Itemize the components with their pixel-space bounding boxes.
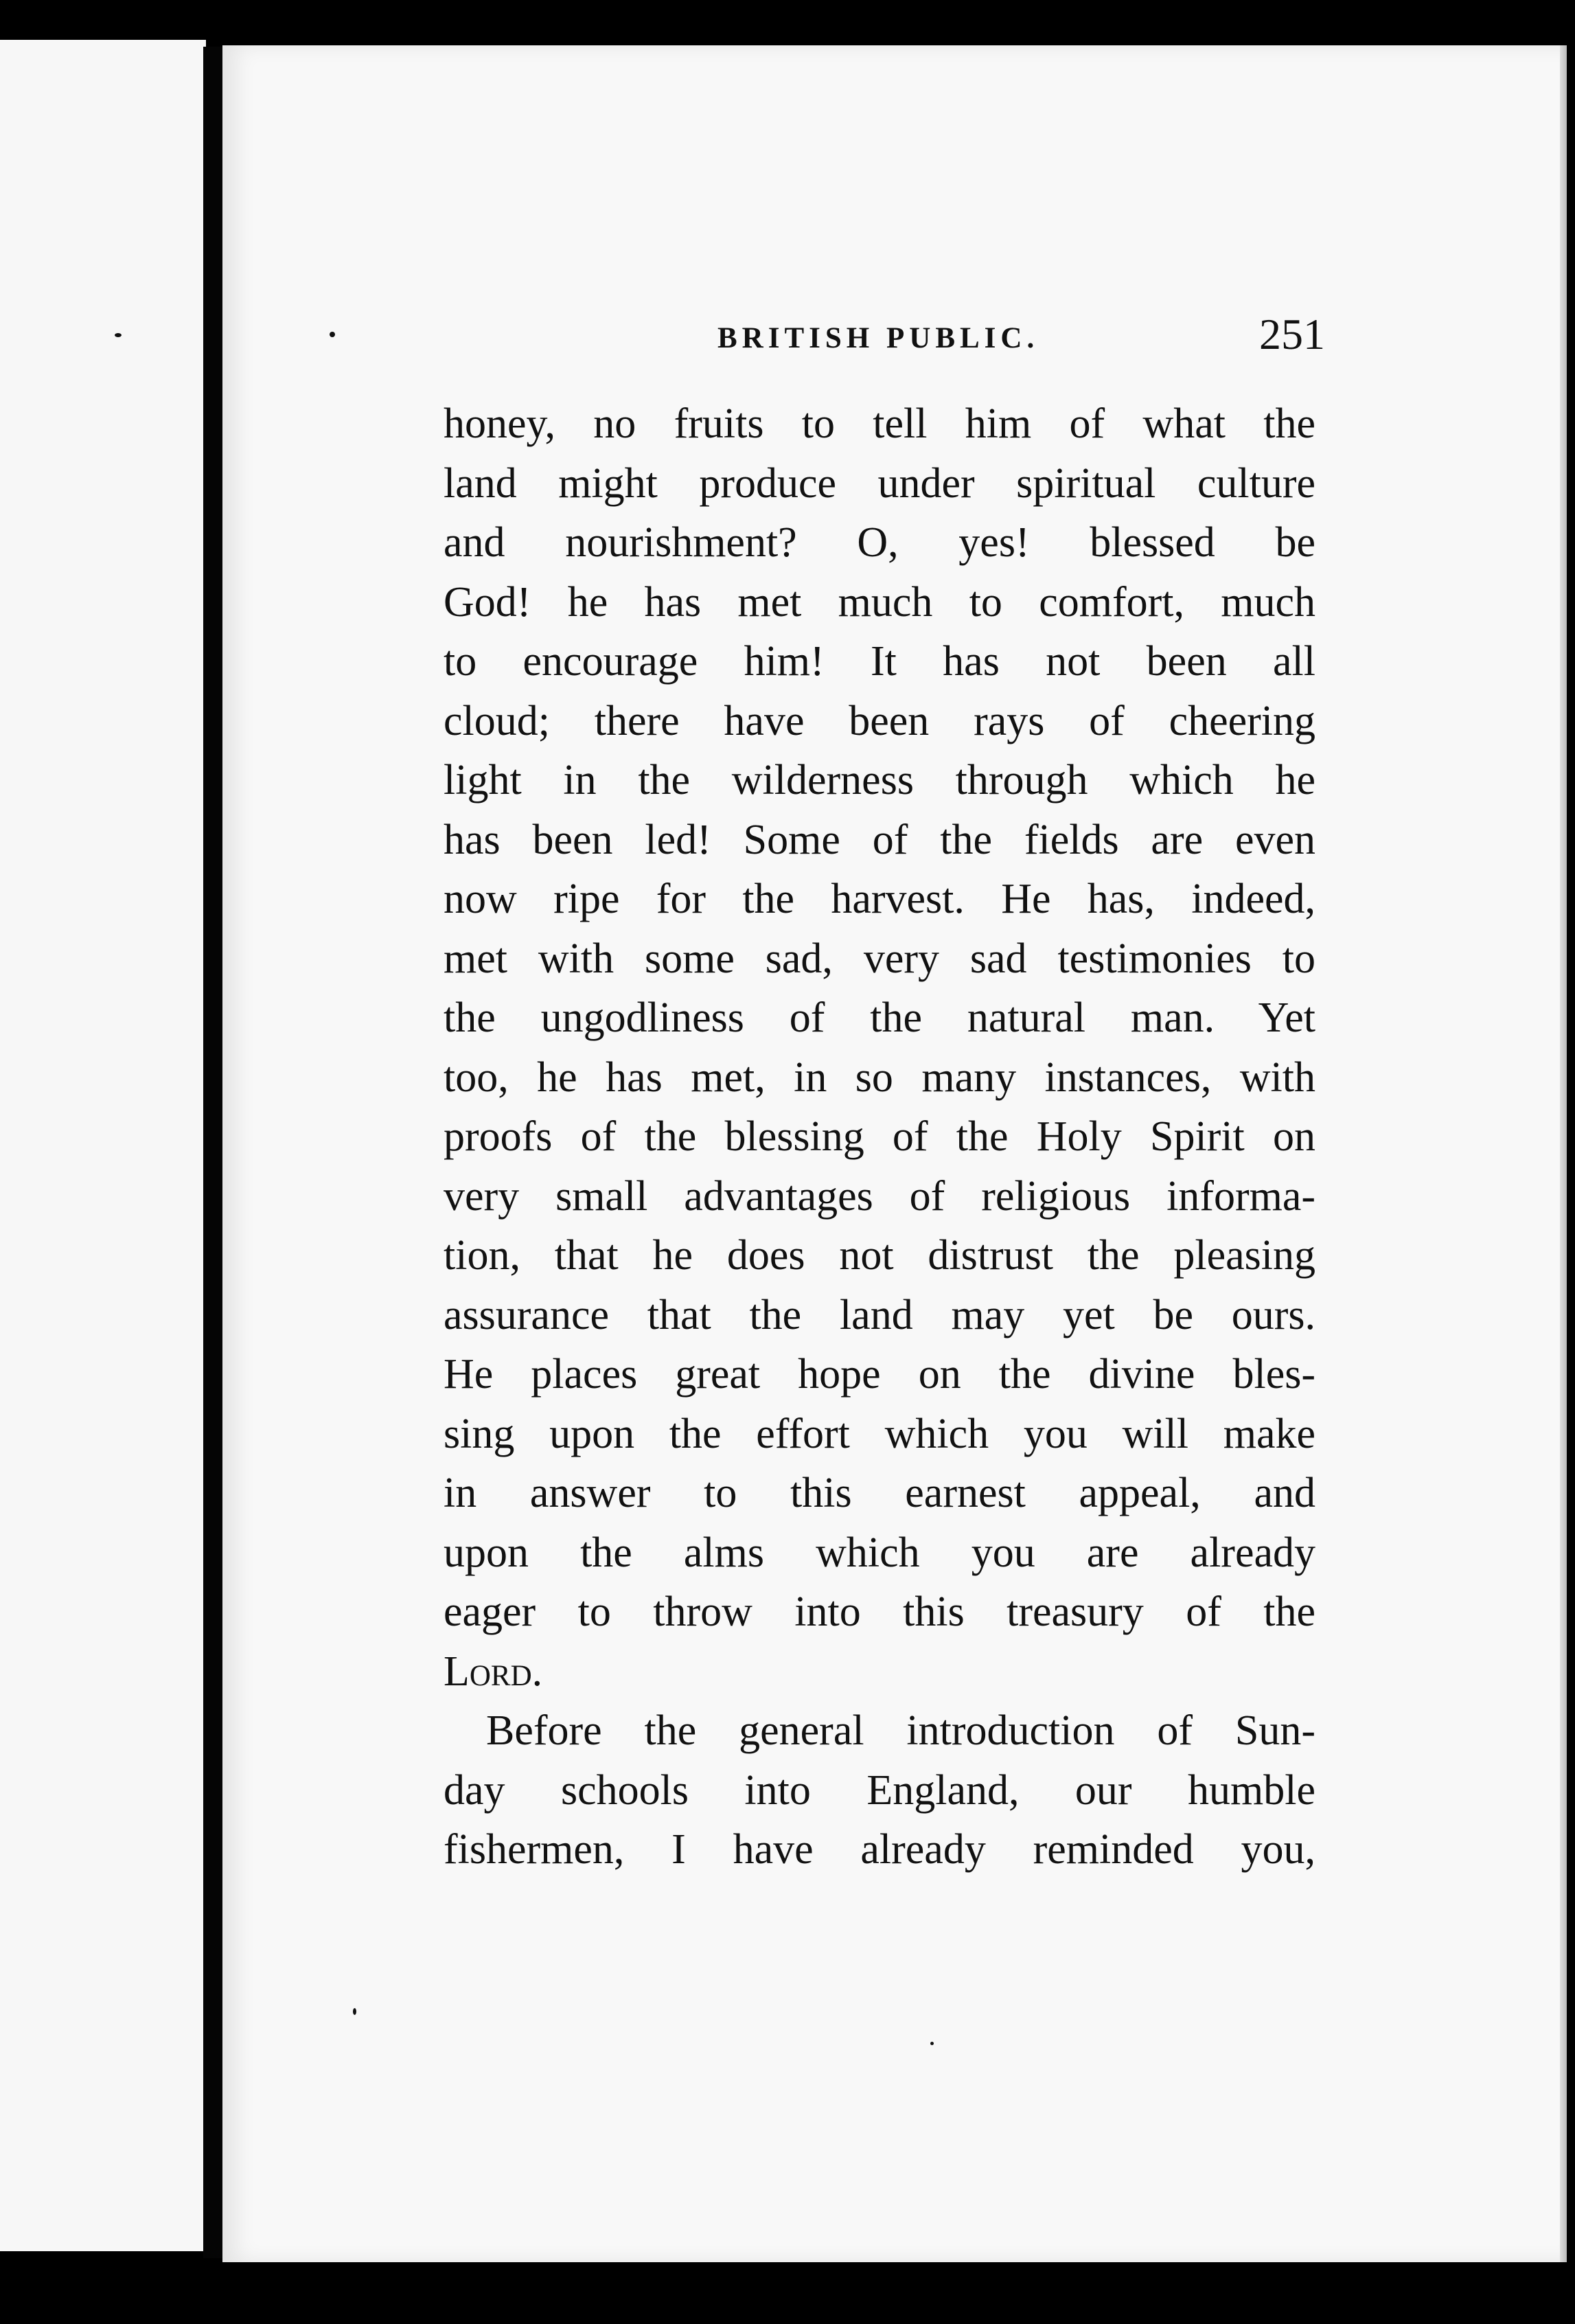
text-line: very small advantages of religious informa- — [444, 1172, 1315, 1220]
running-title: BRITISH PUBLIC. — [717, 322, 1039, 354]
text-line: has been led! Some of the fields are even — [444, 816, 1315, 863]
text-line: now ripe for the harvest. He has, indeed, — [444, 876, 1315, 922]
text-line: light in the wilderness through which he — [444, 757, 1315, 804]
text-line: Before the general introduction of Sun- — [486, 1707, 1315, 1754]
text-line: met with some sad, very sad testimonies to — [444, 935, 1315, 982]
text-line: proofs of the blessing of the Holy Spirit on — [444, 1113, 1315, 1160]
text-line: upon the alms which you are already — [444, 1529, 1315, 1576]
text-line: tion, that he does not distrust the pleasing — [444, 1232, 1315, 1279]
running-head — [446, 309, 1325, 364]
text-line: in answer to this earnest appeal, and — [444, 1470, 1315, 1516]
text-line: fishermen, I have already reminded you, — [444, 1826, 1315, 1873]
lower-mark — [353, 2008, 356, 2015]
text-line: day schools into England, our humble — [444, 1766, 1315, 1814]
text-line: and nourishment? O, yes! blessed be — [444, 519, 1315, 566]
text-line: cloud; there have been rays of cheering — [444, 697, 1315, 744]
text-line: assurance that the land may yet be ours. — [444, 1291, 1315, 1338]
lower-center-mark — [930, 2042, 934, 2045]
text-line: sing upon the effort which you will make — [444, 1410, 1315, 1457]
text-line: the ungodliness of the natural man. Yet — [444, 994, 1315, 1041]
left-page-edge — [0, 40, 206, 2251]
text-line: eager to throw into this treasury of the — [444, 1588, 1315, 1635]
page-text — [444, 394, 1315, 1880]
text-line: God! he has met much to comfort, much — [444, 578, 1315, 626]
text-line: honey, no fruits to tell him of what the — [444, 400, 1315, 447]
right-page-mark — [330, 332, 335, 337]
page-number: 251 — [1259, 310, 1325, 358]
text-line: land might produce under spiritual culture — [444, 459, 1315, 507]
text-line: He places great hope on the divine bles- — [444, 1351, 1315, 1398]
text-line: too, he has met, in so many instances, with — [444, 1053, 1315, 1101]
text-line: to encourage him! It has not been all — [444, 638, 1315, 685]
text-line: Lord. — [444, 1648, 543, 1695]
book-gutter — [203, 47, 224, 2258]
left-page-mark — [115, 333, 122, 337]
